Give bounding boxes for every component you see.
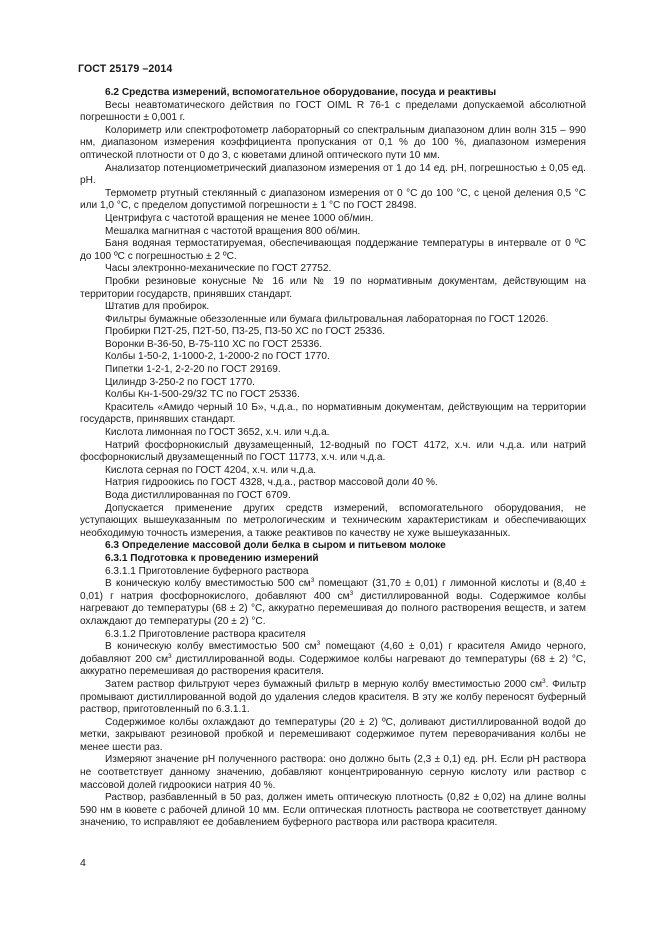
paragraph: Натрия гидроокись по ГОСТ 4328, ч.д.а., раствор массовой доли 40 %. <box>105 477 438 489</box>
paragraph: Часы электронно-механические по ГОСТ 27752. <box>105 263 332 275</box>
paragraph: 6.3.1.2 Приготовление раствора красителя <box>105 628 306 640</box>
paragraph: Колбы Кн-1-500-29/32 ТС по ГОСТ 25336. <box>105 389 300 401</box>
page-number: 4 <box>80 857 86 869</box>
paragraph: Баня водяная термостатируемая, обеспечивающая поддержание температуры в интервале от 0 ºС до 100 ºС с погрешностью ± 2 ºС. <box>80 238 586 262</box>
section-heading: 6.3.1 Подготовка к проведению измерений <box>105 552 319 564</box>
paragraph: Кислота лимонная по ГОСТ 3652, х.ч. или ч.д.а. <box>105 427 330 439</box>
paragraph: Допускается применение других средств измерений, вспомогательного оборудования, не уступающих вышеуказанным по метрологическим и техническим характеристикам и обеспечивающих необходимую точность измерения, а также реактивов по качеству не хуже вышеуказанных. <box>80 502 586 539</box>
paragraph: Колориметр или спектрофотометр лабораторный со спектральным диапазоном длин волн 315 – 990 нм, диапазоном измерения коэффициента пропускания от 0,1 % до 100 %, диапазоном измерения оптической плотности от 0 до 3, с кюветами длиной оптического пути 10 мм. <box>80 124 586 161</box>
paragraph: Раствор, разбавленный в 50 раз, должен иметь оптическую плотность (0,82 ± 0,02) на длине волны 590 нм в кювете с рабочей длиной 10 мм. Если оптическая плотность раствора не соответствует данному значению, то исправляют ее добавлением буферного раствора или раствора красителя. <box>80 792 586 829</box>
paragraph: Содержимое колбы охлаждают до температуры (20 ± 2) ºС, доливают дистиллированной водой до метки, закрывают резиновой пробкой и перемешивают содержимое путем переворачивания колбы не менее шести раз. <box>80 716 586 753</box>
paragraph: Пипетки 1-2-1, 2-2-20 по ГОСТ 29169. <box>105 364 281 376</box>
paragraph: Центрифуга с частотой вращения не менее 1000 об/мин. <box>105 212 374 224</box>
paragraph: Колбы 1-50-2, 1-1000-2, 1-2000-2 по ГОСТ 1770. <box>105 351 330 363</box>
document-header: ГОСТ 25179 –2014 <box>78 63 173 75</box>
document-body <box>80 87 586 830</box>
paragraph: Штатив для пробирок. <box>105 301 210 313</box>
paragraph: В коническую колбу вместимостью 500 $см^3$ помещают (31,70 ± 0,01) г лимонной кислоты и (8,40 ± 0,01) г натрия фосфорнокислого, добавляют 400 $см^3$ дистиллированной воды. Содержимое колбы нагревают до температуры (68 ± 2) °С, аккуратно перемешивая до полного растворения веществ, и затем охлаждают до температуры (20 ± 2) °С. <box>80 577 586 627</box>
paragraph: Кислота серная по ГОСТ 4204, х.ч. или ч.д.а. <box>105 464 317 476</box>
paragraph: Цилиндр 3-250-2 по ГОСТ 1770. <box>105 376 255 388</box>
paragraph: Измеряют значение рН полученного раствора: оно должно быть (2,3 ± 0,1) ед. рН. Если рН раствора не соответствует данному значению, добавляют концентрированную серную кислоту или раствор с массовой долей гидроокиси натрия 40 %. <box>80 754 586 791</box>
paragraph: Воронки В-36-50, В-75-110 ХС по ГОСТ 25336. <box>105 338 323 350</box>
paragraph: Весы неавтоматического действия по ГОСТ OIML R 76-1 с пределами допускаемой абсолютной погрешности ± 0,001 г. <box>80 99 586 124</box>
paragraph: Краситель «Амидо черный 10 Б», ч.д.а., по нормативным документам, действующим на территории государств, принявших стандарт. <box>80 401 586 426</box>
paragraph: В коническую колбу вместимостью 500 $см^3$ помещают (4,60 ± 0,01) г красителя Амидо черного, добавляют 200 $см^3$ дистиллированной воды. Содержимое колбы нагревают до температуры (68 ± 2) °С, аккуратно перемешивая до растворения красителя. <box>80 640 587 678</box>
section-heading: 6.2 Средства измерений, вспомогательное оборудование, посуда и реактивы <box>105 87 497 98</box>
paragraph: Фильтры бумажные обеззоленные или бумага фильтровальная лабораторная по ГОСТ 12026. <box>105 313 549 325</box>
paragraph: Пробирки П2Т-25, П2Т-50, П3-25, П3-50 ХС по ГОСТ 25336. <box>105 326 386 338</box>
paragraph: Мешалка магнитная с частотой вращения 800 об/мин. <box>105 225 361 237</box>
section-heading: 6.3 Определение массовой доли белка в сыром и питьевом молоке <box>105 540 446 552</box>
paragraph: Пробки резиновые конусные № 16 или № 19 по нормативным документам, действующим на территории государств, принявших стандарт. <box>80 275 586 300</box>
paragraph: Термометр ртутный стеклянный с диапазоном измерения от 0 °С до 100 °С, с ценой деления 0,5 °С или 1,0 °С, с пределом допустимой погрешности ± 1 °С по ГОСТ 28498. <box>80 187 586 212</box>
paragraph: Натрий фосфорнокислый двузамещенный, 12-водный по ГОСТ 4172, х.ч. или ч.д.а. или натрий фосфорнокислый двузамещенный по ГОСТ 11773, х.ч. или ч.д.а. <box>80 439 586 464</box>
paragraph: Анализатор потенциометрический диапазоном измерения от 1 до 14 ед. рН, погрешностью ± 0,05 ед. рН. <box>80 162 586 187</box>
paragraph: 6.3.1.1 Приготовление буферного раствора <box>105 565 309 577</box>
paragraph: Затем раствор фильтруют через бумажный фильтр в мерную колбу вместимостью 2000 $см^3$. Фильтр промывают дистиллированной водой до удаления следов красителя. В эту же колбу переносят буферный раствор, приготовленный по 6.3.1.1. <box>80 677 586 716</box>
paragraph: Вода дистиллированная по ГОСТ 6709. <box>105 490 291 501</box>
